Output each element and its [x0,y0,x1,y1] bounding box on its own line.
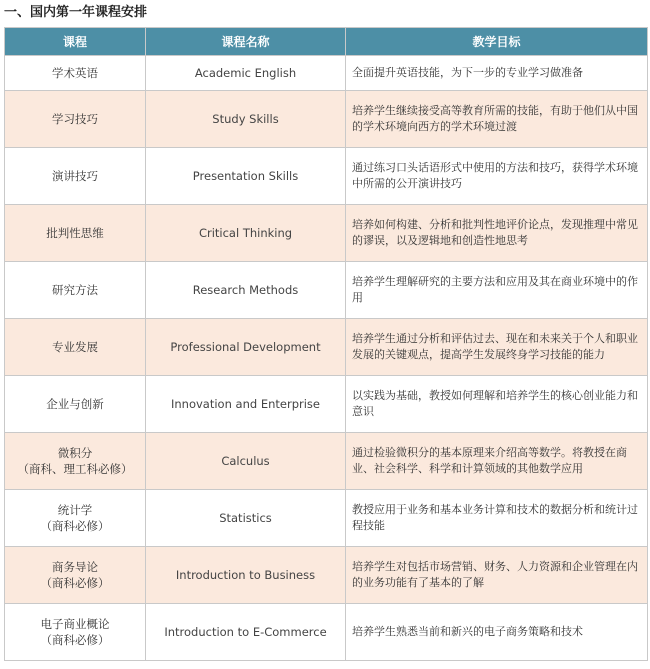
course-english-name: Research Methods [146,262,346,319]
course-cell [5,262,146,319]
course-english-name: Study Skills [146,91,346,148]
course-cell [5,433,146,490]
table-row [5,376,648,433]
course-teaching-goal: 全面提升英语技能，为下一步的专业学习做准备 [346,56,648,91]
course-english-name: Calculus [146,433,346,490]
course-teaching-goal: 教授应用于业务和基本业务计算和技术的数据分析和统计过程技能 [346,490,648,547]
column-header-course-name: 课程名称 [146,28,346,56]
course-requirement-note: （商科必修） [40,576,110,590]
course-english-name: Introduction to Business [146,547,346,604]
course-cell [5,490,146,547]
course-name: 微积分 [57,446,93,460]
course-english-name: Academic English [146,56,346,91]
course-english-name: Critical Thinking [146,205,346,262]
table-row [5,91,648,148]
course-english-name: Professional Development [146,319,346,376]
course-cell [5,604,146,661]
course-name: 研究方法 [52,283,98,297]
table-row [5,319,648,376]
course-requirement-note: （商科必修） [40,633,110,647]
section-heading: 一、国内第一年课程安排 [4,5,148,20]
course-requirement-note: （商科必修） [40,519,110,533]
course-cell [5,91,146,148]
course-teaching-goal: 通过练习口头话语形式中使用的方法和技巧，获得学术环境中所需的公开演讲技巧 [346,148,648,205]
course-name: 演讲技巧 [52,169,98,183]
course-name: 企业与创新 [46,397,104,411]
table-row [5,604,648,661]
course-english-name: Statistics [146,490,346,547]
course-table [4,27,648,661]
course-english-name: Introduction to E-Commerce [146,604,346,661]
course-cell [5,56,146,91]
table-header-row [5,28,648,56]
course-english-name: Innovation and Enterprise [146,376,346,433]
course-teaching-goal: 培养学生熟悉当前和新兴的电子商务策略和技术 [346,604,648,661]
course-name: 专业发展 [52,340,98,354]
course-requirement-note: （商科、理工科必修） [17,462,133,476]
course-teaching-goal: 培养学生继续接受高等教育所需的技能，有助于他们从中国的学术环境向西方的学术环境过渡 [346,91,648,148]
course-teaching-goal: 培养学生通过分析和评估过去、现在和未来关于个人和职业发展的关键观点，提高学生发展终身学习技能的能力 [346,319,648,376]
course-teaching-goal: 培养学生理解研究的主要方法和应用及其在商业环境中的作用 [346,262,648,319]
course-name: 电子商业概论 [40,617,110,631]
course-name: 商务导论 [52,560,98,574]
course-name: 学习技巧 [52,112,98,126]
course-cell [5,148,146,205]
course-cell [5,319,146,376]
course-teaching-goal: 培养学生对包括市场营销、财务、人力资源和企业管理在内的业务功能有了基本的了解 [346,547,648,604]
course-teaching-goal: 通过检验微积分的基本原理来介绍高等数学。将教授在商业、社会科学、科学和计算领域的其他数学应用 [346,433,648,490]
table-row [5,148,648,205]
course-cell [5,205,146,262]
course-teaching-goal: 培养如何构建、分析和批判性地评价论点，发现推理中常见的谬误，以及逻辑地和创造性地思考 [346,205,648,262]
course-cell [5,376,146,433]
column-header-course: 课程 [5,28,146,56]
table-row [5,490,648,547]
course-cell [5,547,146,604]
column-header-teaching-goal: 教学目标 [346,28,648,56]
course-name: 批判性思维 [46,226,104,240]
course-teaching-goal: 以实践为基础，教授如何理解和培养学生的核心创业能力和意识 [346,376,648,433]
table-row [5,56,648,91]
course-name: 学术英语 [52,66,98,80]
table-row [5,205,648,262]
course-name: 统计学 [57,503,93,517]
course-english-name: Presentation Skills [146,148,346,205]
table-row [5,433,648,490]
table-row [5,262,648,319]
table-row [5,547,648,604]
